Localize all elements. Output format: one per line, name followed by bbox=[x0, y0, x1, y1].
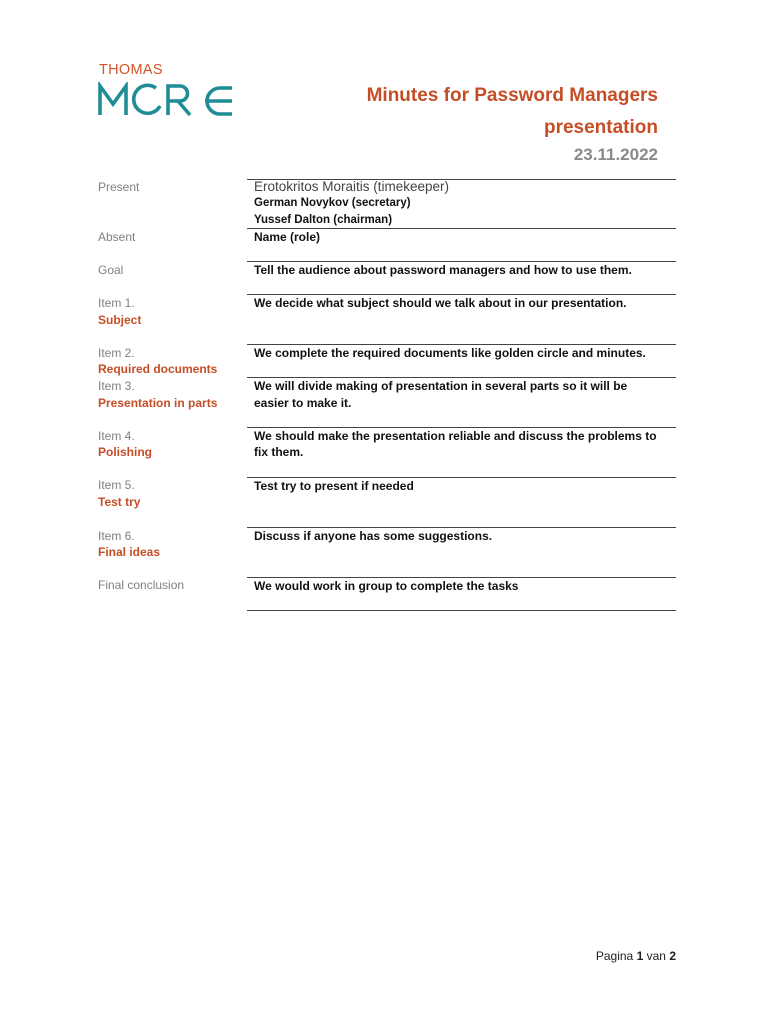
item-label: Item 3. bbox=[98, 379, 135, 393]
item-label: Item 2. bbox=[98, 346, 135, 360]
conclusion-label: Final conclusion bbox=[98, 578, 185, 592]
present-person: German Novykov (secretary) bbox=[254, 197, 411, 209]
item-text: fix them. bbox=[254, 445, 304, 459]
item-label: Item 1. bbox=[98, 296, 135, 310]
thomas-more-logo bbox=[98, 62, 238, 122]
absent-value: Name (role) bbox=[254, 230, 321, 244]
present-person: Erotokritos Moraitis (timekeeper) bbox=[254, 179, 450, 194]
document-title-line2: presentation bbox=[543, 117, 658, 138]
item-label: Item 4. bbox=[98, 429, 135, 443]
page-word: Pagina bbox=[595, 949, 634, 963]
item-text: Test try to present if needed bbox=[254, 479, 414, 493]
item-text: We decide what subject should we talk about in our presentation. bbox=[254, 296, 627, 310]
item-text: Discuss if anyone has some suggestions. bbox=[254, 529, 493, 543]
conclusion-value: We would work in group to complete the tasks bbox=[254, 579, 519, 593]
of-word: van bbox=[646, 949, 666, 963]
item-label: Item 5. bbox=[98, 478, 135, 492]
present-label: Present bbox=[98, 180, 140, 194]
table-bottom-border bbox=[247, 610, 676, 611]
item-subject: Required documents bbox=[98, 362, 218, 376]
item-subject: Subject bbox=[98, 313, 142, 327]
page-indicator bbox=[596, 949, 676, 963]
item-label: Item 6. bbox=[98, 529, 135, 543]
page-total: 2 bbox=[669, 949, 676, 963]
item-text: easier to make it. bbox=[254, 396, 352, 410]
absent-label: Absent bbox=[98, 230, 136, 244]
logo-top-text: THOMAS bbox=[99, 62, 163, 78]
logo-more-wordmark bbox=[98, 82, 238, 118]
item-subject: Polishing bbox=[98, 445, 152, 459]
document-date: 23.11.2022 bbox=[573, 145, 658, 164]
item-text: We complete the required documents like golden circle and minutes. bbox=[254, 346, 646, 360]
item-subject: Presentation in parts bbox=[98, 396, 218, 410]
item-subject: Final ideas bbox=[98, 545, 161, 559]
present-person: Yussef Dalton (chairman) bbox=[254, 214, 393, 226]
document-title-line1: Minutes for Password Managers bbox=[366, 85, 658, 106]
goal-label: Goal bbox=[98, 263, 124, 277]
item-text: We should make the presentation reliable and discuss the problems to bbox=[254, 429, 657, 443]
page-number: 1 bbox=[636, 949, 644, 963]
item-subject: Test try bbox=[98, 495, 141, 509]
item-text: We will divide making of presentation in several parts so it will be bbox=[254, 379, 628, 393]
goal-value: Tell the audience about password managers and how to use them. bbox=[254, 263, 632, 277]
